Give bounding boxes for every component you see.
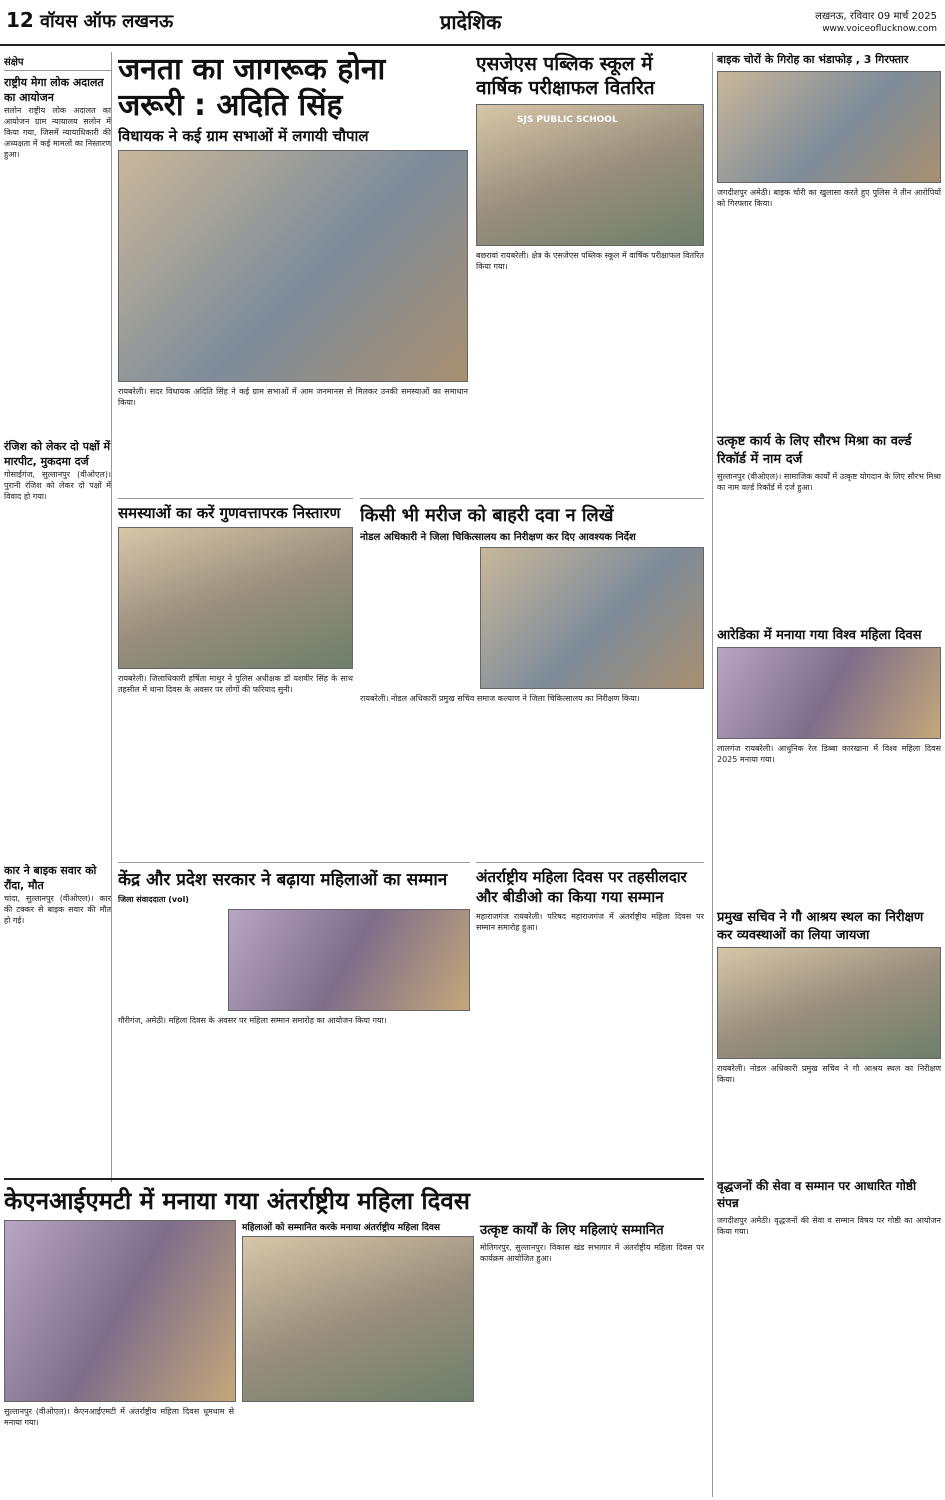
headline: अंतर्राष्ट्रीय महिला दिवस पर तहसीलदार [476, 868, 687, 886]
headline: केंद्र और प्रदेश सरकार ने बढ़ाया महिलाओं का सम्मान [118, 870, 448, 890]
article-body: मोतिगरपुर, सुल्तानपुर। विकास खंड सभागार में अंतर्राष्ट्रीय महिला दिवस पर कार्यक्रम आयोजित हुआ। [480, 1243, 704, 1263]
headline: जनता का जागरूक होना [118, 52, 386, 87]
article-body: गौरीगंज, अमेठी। महिला दिवस के अवसर पर महिला सम्मान समारोह का आयोजन किया गया। [118, 1016, 387, 1025]
dateline: लखनऊ, रविवार 09 मार्च 2025 [815, 11, 937, 22]
news-photo [118, 527, 353, 669]
headline: वृद्धजनों की सेवा व सम्मान पर आधारित गोष्ठी संपन्न [717, 1179, 917, 1210]
subhead: विधायक ने कई ग्राम सभाओं में लगायी चौपाल [118, 127, 369, 145]
sidebar-column [4, 52, 112, 1182]
sidebar-item-body: सलोन राष्ट्रीय लोक अदालत का आयोजन ग्राम न्यायालय सलोन में किया गया, जिसमें न्यायाधिकारी की अध्यक्षता में कई मामलों का निस्तारण हुआ। [4, 106, 111, 159]
news-photo [242, 1236, 474, 1402]
article-body: रायबरेली। नोडल अधिकारी प्रमुख सचिव समाज कल्याण ने जिला चिकित्सालय का निरीक्षण किया। [360, 694, 640, 703]
newspaper-name: वॉयस ऑफ लखनऊ [40, 11, 174, 32]
article-body: जगदीशपुर अमेठी। बाइक चोरी का खुलासा करते हुए पुलिस ने तीन आरोपियों को गिरफ्तार किया। [717, 188, 941, 208]
news-photo [228, 909, 470, 1011]
news-photo [717, 71, 941, 183]
news-photo [118, 150, 468, 382]
headline: केएनआईएमटी में मनाया गया अंतर्राष्ट्रीय महिला दिवस [4, 1187, 470, 1215]
article-medicine [360, 498, 704, 858]
article-body: लालगंज रायबरेली। आधुनिक रेल डिब्बा कारखाना में विश्व महिला दिवस 2025 मनाया गया। [717, 744, 941, 764]
headline: आरेडिका में मनाया गया विश्व महिला दिवस [717, 628, 922, 643]
section-title: प्रादेशिक [440, 10, 502, 34]
article-body: बछरावां रायबरेली। क्षेत्र के एसजेएस पब्लिक स्कूल में वार्षिक परीक्षाफल वितरित किया गया। [476, 251, 704, 271]
headline: बाइक चोरों के गिरोह का भंडाफोड़ , 3 गिरफ्तार [717, 53, 909, 66]
article-school [476, 52, 704, 492]
headline: उत्कृष्ट कार्य के लिए सौरभ मिश्रा का वर्ल्ड रिकॉर्ड में नाम दर्ज [717, 434, 912, 467]
masthead [0, 0, 945, 46]
article-lead [118, 52, 468, 492]
news-photo [476, 104, 704, 246]
headline: समस्याओं का करें गुणवत्तापरक निस्तारण [118, 504, 341, 522]
article-body: रायबरेली। जिलाधिकारी हर्षिता माथुर ने पुलिस अधीक्षक डॉ यशवीर सिंह के साथ तहसील में थाना दिवस के अवसर पर लोगों की फरियाद सुनी। [118, 674, 353, 694]
headline: वार्षिक परीक्षाफल वितरित [476, 77, 655, 99]
article-women-central [118, 862, 470, 1172]
right-column [712, 52, 941, 1497]
photo-banner-text: SJS PUBLIC SCHOOL [517, 115, 618, 125]
article-body: महाराजगंज रायबरेली। परिषद महाराजगंज में अंतर्राष्ट्रीय महिला दिवस पर सम्मान समारोह हुआ। [476, 912, 704, 932]
news-photo [717, 947, 941, 1059]
page-number: 12 [6, 8, 34, 32]
article-body: रायबरेली। सदर विधायक अदिति सिंह ने कई ग्राम सभाओं में आम जनमानस से मिलकर उनकी समस्याओं का समाधान किया। [118, 387, 468, 407]
sidebar-label: संक्षेप [4, 52, 111, 71]
website-url[interactable]: www.voiceoflucknow.com [822, 24, 937, 34]
news-photo [4, 1220, 236, 1402]
sidebar-item-headline: कार ने बाइक सवार को रौंदा, मौत [4, 864, 97, 892]
article-body: सुल्तानपुर (वीओएल)। केएनआईएमटी में अंतर्राष्ट्रीय महिला दिवस धूमधाम से मनाया गया। [4, 1407, 234, 1427]
headline: और बीडीओ का किया गया सम्मान [476, 888, 664, 906]
sidebar-item-body: चांदा, सुल्तानपुर (वीओएल)। कार की टक्कर से बाइक सवार की मौत हो गई। [4, 894, 111, 925]
article-kenait [4, 1178, 704, 1498]
headline: उत्कृष्ट कार्यों के लिए महिलाएं सम्मानित [480, 1223, 664, 1238]
sidebar-item-headline: राष्ट्रीय मेगा लोक अदालत का आयोजन [4, 76, 104, 104]
headline: एसजेएस पब्लिक स्कूल में [476, 53, 653, 75]
sidebar-item-body: गोसाईगंज, सुल्तानपुर (वीओएल)। पुरानी रंजिश को लेकर दो पक्षों में विवाद हो गया। [4, 470, 111, 501]
news-photo [480, 547, 704, 689]
article-body: जगदीशपुर अमेठी। वृद्धजनों की सेवा व सम्मान विषय पर गोष्ठी का आयोजन किया गया। [717, 1216, 941, 1236]
news-photo [717, 647, 941, 739]
sidebar-item-headline: रंजिश को लेकर दो पक्षों में मारपीट, मुकदमा दर्ज [4, 440, 111, 468]
article-problems [118, 498, 353, 858]
article-body: रायबरेली। नोडल अधिकारी प्रमुख सचिव ने गौ आश्रय स्थल का निरीक्षण किया। [717, 1064, 941, 1084]
byline: जिला संवाददाता (vol) [118, 895, 189, 904]
subhead: महिलाओं को सम्मानित करके मनाया अंतर्राष्ट्रीय महिला दिवस [242, 1223, 440, 1233]
article-body: सुल्तानपुर (वीओएल)। सामाजिक कार्यों में उत्कृष्ट योगदान के लिए सौरभ मिश्रा का नाम वर्ल्ड रिकॉर्ड में दर्ज हुआ। [717, 472, 941, 492]
headline: जरूरी : अदिति सिंह [118, 88, 343, 123]
headline: प्रमुख सचिव ने गौ आश्रय स्थल का निरीक्षण कर व्यवस्थाओं का लिया जायजा [717, 910, 924, 943]
article-tehsil [476, 862, 704, 1172]
subhead: नोडल अधिकारी ने जिला चिकित्सालय का निरीक्षण कर दिए आवश्यक निर्देश [360, 532, 636, 543]
headline: किसी भी मरीज को बाहरी दवा न लिखें [360, 505, 614, 526]
